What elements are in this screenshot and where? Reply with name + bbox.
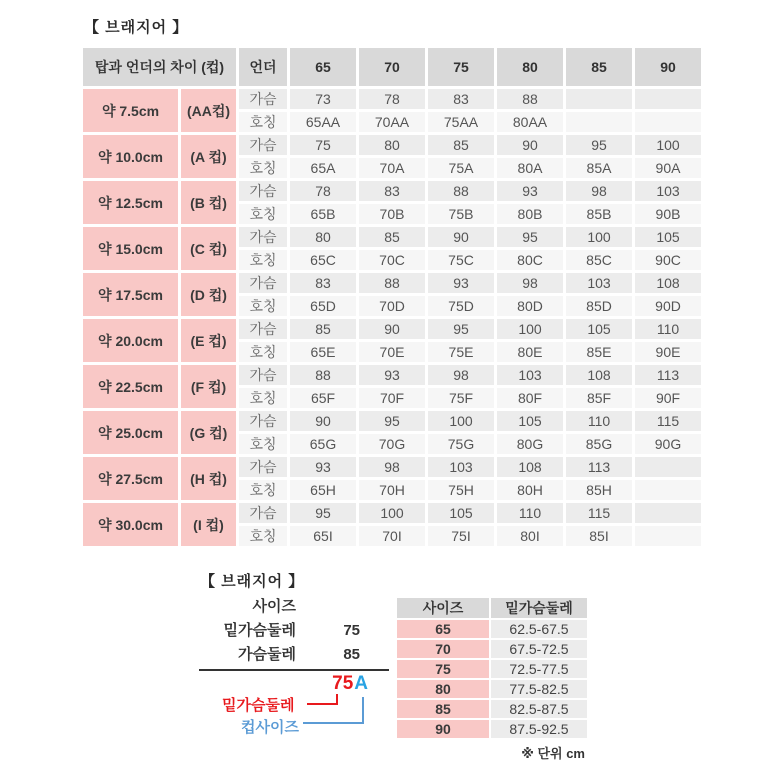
unit-footnote: ※ 단위 cm xyxy=(521,746,585,761)
table-row xyxy=(397,640,587,658)
diagram-row xyxy=(198,643,362,667)
size-label: 사이즈 xyxy=(252,598,296,615)
table-row xyxy=(397,620,587,638)
value-cell: 85A xyxy=(566,158,632,178)
value-cell: 80 xyxy=(290,227,356,247)
under-header-cell: 언더 xyxy=(239,48,287,86)
row-label-cell: 가슴 xyxy=(239,227,287,247)
section1-title: 【 브래지어 】 xyxy=(84,19,189,36)
value-cell: 80D xyxy=(497,296,563,316)
table-row xyxy=(397,680,587,698)
value-cell: 80B xyxy=(497,204,563,224)
value-cell: 83 xyxy=(428,89,494,109)
cup-name-cell: (B 컵) xyxy=(181,181,236,224)
table-row xyxy=(83,89,701,109)
value-cell: 85G xyxy=(566,434,632,454)
value-cell: 105 xyxy=(635,227,701,247)
value-cell: 75H xyxy=(428,480,494,500)
value-cell: 73 xyxy=(290,89,356,109)
cup-diff-cell: 약 25.0cm xyxy=(83,411,178,454)
size-header-cell: 90 xyxy=(635,48,701,86)
value-cell: 93 xyxy=(497,181,563,201)
value-cell: 100 xyxy=(566,227,632,247)
value-cell: 75A xyxy=(428,158,494,178)
example-band-number: 75 xyxy=(332,673,354,694)
cup-name-cell: (E 컵) xyxy=(181,319,236,362)
value-cell: 100 xyxy=(359,503,425,523)
range-cell: 67.5-72.5 xyxy=(491,640,587,658)
value-cell: 95 xyxy=(497,227,563,247)
value-cell: 90 xyxy=(290,411,356,431)
cup-name-cell: (F 컵) xyxy=(181,365,236,408)
row-label-cell: 호칭 xyxy=(239,388,287,408)
row-label-cell: 가슴 xyxy=(239,503,287,523)
value-cell: 90G xyxy=(635,434,701,454)
value-cell: 70E xyxy=(359,342,425,362)
value-cell: 65E xyxy=(290,342,356,362)
size-cell: 65 xyxy=(397,620,489,638)
diagram-row xyxy=(198,619,362,643)
value-cell xyxy=(635,503,701,523)
value-cell: 95 xyxy=(428,319,494,339)
value-cell: 85E xyxy=(566,342,632,362)
value-cell: 83 xyxy=(359,181,425,201)
value-cell: 78 xyxy=(359,89,425,109)
value-cell: 75B xyxy=(428,204,494,224)
value-cell: 85 xyxy=(290,319,356,339)
row-label-cell: 호칭 xyxy=(239,526,287,546)
size-header-cell: 75 xyxy=(428,48,494,86)
cup-diff-cell: 약 17.5cm xyxy=(83,273,178,316)
value-cell: 90C xyxy=(635,250,701,270)
cup-diff-cell: 약 20.0cm xyxy=(83,319,178,362)
table-row xyxy=(397,660,587,678)
value-cell: 85B xyxy=(566,204,632,224)
value-cell: 80A xyxy=(497,158,563,178)
value-cell: 65C xyxy=(290,250,356,270)
value-cell xyxy=(566,89,632,109)
value-cell: 90B xyxy=(635,204,701,224)
table-row xyxy=(397,720,587,738)
value-cell: 110 xyxy=(635,319,701,339)
value-cell: 88 xyxy=(359,273,425,293)
value-cell: 93 xyxy=(428,273,494,293)
row-label-cell: 호칭 xyxy=(239,342,287,362)
cup-diff-cell: 약 10.0cm xyxy=(83,135,178,178)
value-cell: 70AA xyxy=(359,112,425,132)
row-label-cell: 가슴 xyxy=(239,273,287,293)
cup-diff-cell: 약 30.0cm xyxy=(83,503,178,546)
cup-name-cell: (I 컵) xyxy=(181,503,236,546)
row-label-cell: 호칭 xyxy=(239,296,287,316)
range-cell: 72.5-77.5 xyxy=(491,660,587,678)
value-cell: 75E xyxy=(428,342,494,362)
underbust-label: 밑가슴둘레 xyxy=(223,622,296,639)
value-cell: 85 xyxy=(359,227,425,247)
underbust-value: 75 xyxy=(343,622,360,639)
value-cell: 115 xyxy=(635,411,701,431)
value-cell: 70D xyxy=(359,296,425,316)
value-cell: 65H xyxy=(290,480,356,500)
row-label-cell: 호칭 xyxy=(239,158,287,178)
value-cell: 100 xyxy=(428,411,494,431)
value-cell: 105 xyxy=(566,319,632,339)
size-cell: 90 xyxy=(397,720,489,738)
value-cell: 103 xyxy=(566,273,632,293)
value-cell: 95 xyxy=(566,135,632,155)
size-cell: 75 xyxy=(397,660,489,678)
bust-label: 가슴둘레 xyxy=(238,646,296,663)
value-cell: 90E xyxy=(635,342,701,362)
value-cell: 85 xyxy=(428,135,494,155)
table-row xyxy=(83,227,701,247)
value-cell: 88 xyxy=(497,89,563,109)
value-cell: 103 xyxy=(497,365,563,385)
range-cell: 77.5-82.5 xyxy=(491,680,587,698)
example-size-code xyxy=(290,673,368,695)
row-label-cell: 가슴 xyxy=(239,181,287,201)
value-cell xyxy=(635,89,701,109)
row-label-cell: 가슴 xyxy=(239,365,287,385)
value-cell: 95 xyxy=(359,411,425,431)
underbust-callout-label: 밑가슴둘레 xyxy=(222,697,295,714)
value-cell: 93 xyxy=(290,457,356,477)
value-cell: 65G xyxy=(290,434,356,454)
cup-diff-cell: 약 15.0cm xyxy=(83,227,178,270)
cup-name-cell: (H 컵) xyxy=(181,457,236,500)
value-cell: 70F xyxy=(359,388,425,408)
value-cell: 75D xyxy=(428,296,494,316)
size-header-cell: 사이즈 xyxy=(397,598,489,618)
value-cell: 110 xyxy=(497,503,563,523)
value-cell: 98 xyxy=(566,181,632,201)
value-cell: 88 xyxy=(428,181,494,201)
row-label-cell: 가슴 xyxy=(239,319,287,339)
row-label-cell: 호칭 xyxy=(239,204,287,224)
value-cell: 88 xyxy=(290,365,356,385)
value-cell: 113 xyxy=(635,365,701,385)
value-cell: 75C xyxy=(428,250,494,270)
value-cell xyxy=(635,526,701,546)
table-header-row xyxy=(83,48,701,86)
size-value xyxy=(296,595,362,619)
value-cell: 90A xyxy=(635,158,701,178)
value-cell: 93 xyxy=(359,365,425,385)
value-cell: 85H xyxy=(566,480,632,500)
value-cell xyxy=(635,457,701,477)
value-cell: 75F xyxy=(428,388,494,408)
cup-name-cell: (G 컵) xyxy=(181,411,236,454)
cup-name-cell: (A 컵) xyxy=(181,135,236,178)
row-label-cell: 호칭 xyxy=(239,112,287,132)
table-row xyxy=(83,181,701,201)
value-cell: 65F xyxy=(290,388,356,408)
value-cell: 80F xyxy=(497,388,563,408)
value-cell: 80G xyxy=(497,434,563,454)
value-cell: 113 xyxy=(566,457,632,477)
size-cell: 80 xyxy=(397,680,489,698)
row-label-cell: 가슴 xyxy=(239,457,287,477)
example-cup-letter: A xyxy=(354,673,368,694)
value-cell: 85C xyxy=(566,250,632,270)
value-cell: 80AA xyxy=(497,112,563,132)
cupsize-callout-connector xyxy=(303,697,364,724)
value-cell: 78 xyxy=(290,181,356,201)
range-cell: 82.5-87.5 xyxy=(491,700,587,718)
range-cell: 87.5-92.5 xyxy=(491,720,587,738)
row-label-cell: 가슴 xyxy=(239,89,287,109)
underbust-range-table xyxy=(395,596,589,740)
diagram-row xyxy=(198,595,362,619)
value-cell: 75AA xyxy=(428,112,494,132)
size-header-cell: 70 xyxy=(359,48,425,86)
size-cell: 70 xyxy=(397,640,489,658)
bra-size-table xyxy=(80,45,704,549)
value-cell: 83 xyxy=(290,273,356,293)
value-cell: 70B xyxy=(359,204,425,224)
section2-title: 【 브래지어 】 xyxy=(200,573,305,590)
value-cell: 65AA xyxy=(290,112,356,132)
value-cell: 105 xyxy=(497,411,563,431)
row-label-cell: 가슴 xyxy=(239,135,287,155)
corner-header-cell: 탑과 언더의 차이 (컵) xyxy=(83,48,236,86)
value-cell: 80E xyxy=(497,342,563,362)
value-cell: 85I xyxy=(566,526,632,546)
table-row xyxy=(83,457,701,477)
value-cell xyxy=(635,480,701,500)
value-cell: 90 xyxy=(497,135,563,155)
value-cell xyxy=(635,112,701,132)
diagram-divider-line xyxy=(199,669,389,671)
value-cell: 70H xyxy=(359,480,425,500)
table-row xyxy=(83,135,701,155)
value-cell: 105 xyxy=(428,503,494,523)
value-cell: 70C xyxy=(359,250,425,270)
table-row xyxy=(83,273,701,293)
value-cell: 90F xyxy=(635,388,701,408)
row-label-cell: 호칭 xyxy=(239,250,287,270)
value-cell: 80 xyxy=(359,135,425,155)
cupsize-callout-label: 컵사이즈 xyxy=(241,719,299,736)
value-cell: 95 xyxy=(290,503,356,523)
table-row xyxy=(83,411,701,431)
table-row xyxy=(83,365,701,385)
bust-value: 85 xyxy=(343,646,360,663)
value-cell: 80C xyxy=(497,250,563,270)
value-cell: 108 xyxy=(635,273,701,293)
table-header-row xyxy=(397,598,587,618)
row-label-cell: 호칭 xyxy=(239,434,287,454)
cup-diff-cell: 약 7.5cm xyxy=(83,89,178,132)
value-cell xyxy=(566,112,632,132)
cup-name-cell: (AA컵) xyxy=(181,89,236,132)
value-cell: 85D xyxy=(566,296,632,316)
size-cell: 85 xyxy=(397,700,489,718)
value-cell: 110 xyxy=(566,411,632,431)
cup-name-cell: (D 컵) xyxy=(181,273,236,316)
size-header-cell: 65 xyxy=(290,48,356,86)
value-cell: 65I xyxy=(290,526,356,546)
value-cell: 70G xyxy=(359,434,425,454)
value-cell: 98 xyxy=(428,365,494,385)
size-header-cell: 80 xyxy=(497,48,563,86)
cup-name-cell: (C 컵) xyxy=(181,227,236,270)
value-cell: 98 xyxy=(359,457,425,477)
cup-diff-cell: 약 12.5cm xyxy=(83,181,178,224)
range-header-cell: 밑가슴둘레 xyxy=(491,598,587,618)
value-cell: 90 xyxy=(359,319,425,339)
value-cell: 90 xyxy=(428,227,494,247)
value-cell: 75 xyxy=(290,135,356,155)
value-cell: 65A xyxy=(290,158,356,178)
value-cell: 115 xyxy=(566,503,632,523)
value-cell: 108 xyxy=(497,457,563,477)
cup-diff-cell: 약 27.5cm xyxy=(83,457,178,500)
size-header-cell: 85 xyxy=(566,48,632,86)
value-cell: 85F xyxy=(566,388,632,408)
table-row xyxy=(83,503,701,523)
value-cell: 100 xyxy=(635,135,701,155)
range-cell: 62.5-67.5 xyxy=(491,620,587,638)
value-cell: 70A xyxy=(359,158,425,178)
value-cell: 65D xyxy=(290,296,356,316)
row-label-cell: 호칭 xyxy=(239,480,287,500)
value-cell: 75G xyxy=(428,434,494,454)
value-cell: 103 xyxy=(635,181,701,201)
value-cell: 108 xyxy=(566,365,632,385)
table-row xyxy=(83,319,701,339)
row-label-cell: 가슴 xyxy=(239,411,287,431)
value-cell: 80H xyxy=(497,480,563,500)
value-cell: 70I xyxy=(359,526,425,546)
value-cell: 103 xyxy=(428,457,494,477)
value-cell: 75I xyxy=(428,526,494,546)
value-cell: 90D xyxy=(635,296,701,316)
size-notation-diagram xyxy=(198,595,362,667)
table-row xyxy=(397,700,587,718)
cup-diff-cell: 약 22.5cm xyxy=(83,365,178,408)
value-cell: 100 xyxy=(497,319,563,339)
value-cell: 65B xyxy=(290,204,356,224)
value-cell: 80I xyxy=(497,526,563,546)
value-cell: 98 xyxy=(497,273,563,293)
